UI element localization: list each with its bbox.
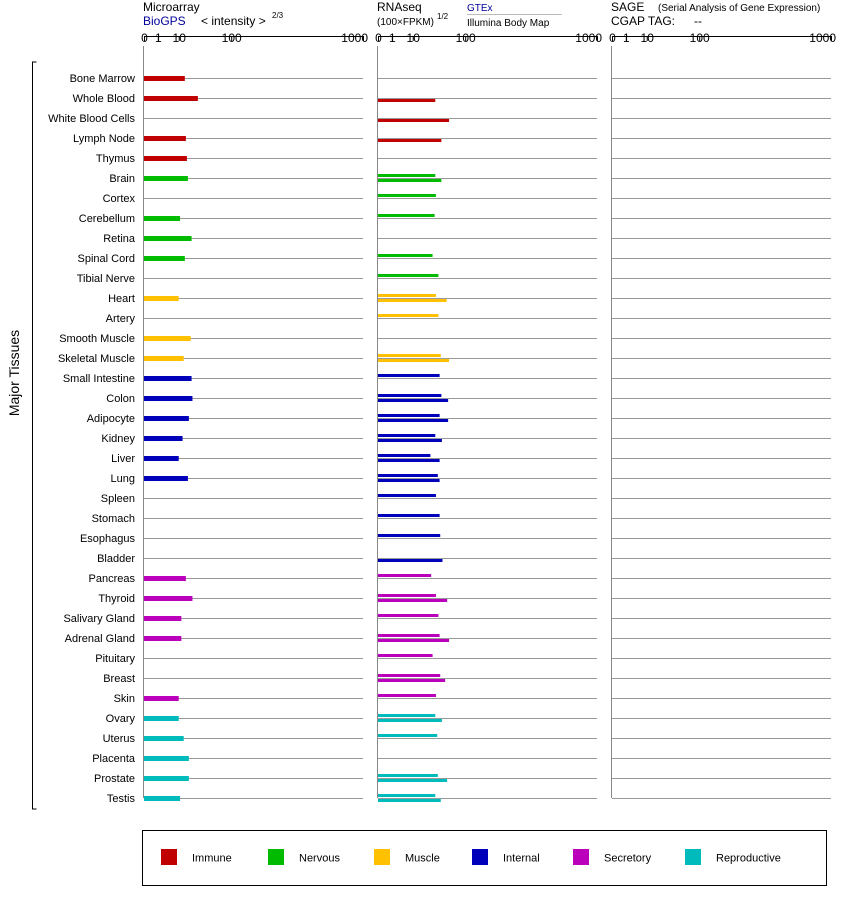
tissue-label: Heart (108, 293, 135, 305)
tissue-bracket (33, 62, 37, 809)
microarray-bar (144, 696, 179, 701)
rnaseq-bar (378, 254, 433, 257)
sage-tick-label: 100 (689, 31, 710, 45)
rnaseq-bar (378, 574, 431, 577)
sage-tick-label: 1000 (809, 31, 836, 45)
tissue-label: Thyroid (98, 593, 135, 605)
microarray-bar (144, 576, 186, 581)
tissue-label: Skeletal Muscle (57, 353, 135, 365)
rnaseq-bar (378, 394, 441, 397)
rnaseq-bar (378, 714, 435, 717)
legend-label: Secretory (604, 852, 652, 865)
rnaseq-bar (378, 494, 436, 497)
tissue-label: Retina (103, 233, 135, 245)
rnaseq-bar (378, 419, 448, 422)
microarray-units-exponent: 2/3 (272, 11, 284, 20)
tissue-label: Pancreas (88, 573, 135, 585)
tissue-label: Brain (109, 173, 135, 185)
tissue-label: Spinal Cord (77, 253, 135, 265)
rnaseq-bar (378, 474, 438, 477)
microarray-bar (144, 396, 192, 401)
tissue-label: Skin (113, 693, 135, 705)
rnaseq-bar (378, 634, 440, 637)
tissue-label: Colon (106, 393, 135, 405)
tissue-label: Adrenal Gland (64, 633, 135, 645)
tissue-label: Tibial Nerve (76, 273, 135, 285)
rnaseq-bar (378, 479, 440, 482)
rnaseq-bar (378, 514, 440, 517)
tissue-label: Prostate (94, 773, 135, 785)
legend-swatch (472, 849, 488, 865)
tissue-label: Testis (106, 793, 135, 805)
microarray-tick-label: 1000 (341, 31, 368, 45)
sage-subtitle: (Serial Analysis of Gene Expression) (658, 3, 821, 14)
rnaseq-units-exponent: 1/2 (437, 12, 449, 21)
legend-swatch (161, 849, 177, 865)
tissue-label: Smooth Muscle (59, 333, 135, 345)
rnaseq-bar (378, 399, 448, 402)
rnaseq-bar (378, 559, 442, 562)
microarray-bar (144, 256, 185, 261)
rnaseq-bar (378, 439, 442, 442)
rnaseq-bar (378, 674, 440, 677)
legend-label: Muscle (405, 852, 440, 865)
rnaseq-bar (378, 194, 436, 197)
rnaseq-bar (378, 214, 435, 217)
tissue-label: Thymus (95, 153, 135, 165)
tissue-label: Stomach (91, 513, 135, 525)
legend-swatch (573, 849, 589, 865)
microarray-bar (144, 236, 192, 241)
tissue-label: Liver (111, 453, 135, 465)
rnaseq-bar (378, 534, 440, 537)
rnaseq-bar (378, 459, 440, 462)
microarray-bar (144, 636, 181, 641)
sage-header (611, 0, 820, 28)
tissue-label: Spleen (100, 493, 135, 505)
rnaseq-bar (378, 139, 441, 142)
microarray-tick-label: 10 (172, 31, 186, 45)
rnaseq-bar (378, 414, 440, 417)
tissue-labels (48, 73, 136, 805)
microarray-bar (144, 456, 179, 461)
microarray-bar (144, 136, 186, 141)
rnaseq-bar (378, 694, 436, 697)
rnaseq-tick-label: 100 (455, 31, 476, 45)
rnaseq-title: RNAseq (377, 0, 422, 14)
legend-label: Immune (192, 852, 232, 865)
legend-swatch (268, 849, 284, 865)
microarray-bar (144, 296, 179, 301)
rnaseq-bar (378, 294, 436, 297)
rnaseq-bar (378, 794, 435, 797)
rnaseq-bar (378, 99, 435, 102)
legend-swatch (374, 849, 390, 865)
rnaseq-bar (378, 454, 430, 457)
tissue-label: Bone Marrow (69, 73, 135, 85)
rnaseq-panel (375, 31, 602, 802)
rnaseq-bar (378, 654, 433, 657)
rnaseq-tick-label: 10 (406, 31, 420, 45)
microarray-bar (144, 796, 180, 801)
tissue-label: Whole Blood (72, 93, 135, 105)
microarray-bar (144, 336, 191, 341)
microarray-bar (144, 616, 181, 621)
rnaseq-bar (378, 594, 436, 597)
tissue-label: Cerebellum (78, 213, 135, 225)
rnaseq-bar (378, 179, 441, 182)
legend-label: Nervous (299, 852, 340, 865)
microarray-bar (144, 176, 188, 181)
microarray-bar (144, 716, 179, 721)
microarray-bar (144, 356, 184, 361)
rnaseq-bar (378, 614, 438, 617)
y-axis-title: Major Tissues (6, 329, 22, 417)
cgap-tag-label: CGAP TAG: (611, 14, 676, 28)
microarray-bar (144, 96, 198, 101)
microarray-header (143, 0, 284, 28)
legend-label: Internal (503, 852, 540, 865)
microarray-tick-label: 0 (141, 31, 148, 45)
tissue-label: Lung (110, 473, 135, 485)
rnaseq-bar (378, 779, 447, 782)
microarray-bar (144, 596, 192, 601)
rnaseq-bar (378, 679, 445, 682)
tissue-label: Placenta (92, 753, 135, 765)
rnaseq-bar (378, 639, 449, 642)
tissue-label: Pituitary (95, 653, 135, 665)
microarray-tick-label: 1 (154, 31, 162, 45)
illumina-body-map-label: Illumina Body Map (467, 18, 550, 29)
rnaseq-bar (378, 719, 442, 722)
sage-tick-label: 10 (640, 31, 654, 45)
tissue-label: Adipocyte (86, 413, 135, 425)
microarray-title: Microarray (143, 0, 200, 14)
rnaseq-units: (100×FPKM) (377, 17, 434, 28)
tissue-label: Breast (103, 673, 135, 685)
tissue-label: Uterus (102, 733, 135, 745)
microarray-bar (144, 216, 180, 221)
microarray-bar (144, 776, 189, 781)
rnaseq-header (377, 0, 562, 29)
rnaseq-bar (378, 734, 437, 737)
tissue-label: White Blood Cells (48, 113, 135, 125)
microarray-tick-label: 100 (221, 31, 242, 45)
rnaseq-bar (378, 799, 441, 802)
microarray-bar (144, 156, 187, 161)
rnaseq-bar (378, 599, 447, 602)
microarray-units: < intensity > (201, 14, 266, 28)
tissue-label: Lymph Node (73, 133, 135, 145)
sage-tick-label: 0 (609, 31, 616, 45)
sage-tick-label: 1 (622, 31, 630, 45)
cgap-tag-value: -- (694, 14, 702, 28)
microarray-bar (144, 416, 189, 421)
gtex-link[interactable]: GTEx (467, 3, 493, 14)
legend-swatch (685, 849, 701, 865)
rnaseq-bar (378, 774, 438, 777)
rnaseq-tick-label: 1000 (575, 31, 602, 45)
biogps-link[interactable]: BioGPS (143, 14, 186, 28)
microarray-bar (144, 76, 185, 81)
tissue-label: Ovary (105, 713, 135, 725)
microarray-bar (144, 376, 192, 381)
tissue-label: Bladder (97, 553, 135, 565)
tissue-label: Kidney (101, 433, 135, 445)
rnaseq-bar (378, 174, 435, 177)
rnaseq-bar (378, 434, 435, 437)
sage-panel (609, 31, 836, 799)
tissue-label: Cortex (102, 193, 135, 205)
rnaseq-bar (378, 359, 449, 362)
rnaseq-bar (378, 354, 441, 357)
rnaseq-bar (378, 274, 438, 277)
rnaseq-tick-label: 1 (388, 31, 396, 45)
rnaseq-bar (378, 314, 438, 317)
microarray-bar (144, 736, 184, 741)
tissue-label: Esophagus (79, 533, 135, 545)
tissue-label: Small Intestine (62, 373, 135, 385)
sage-title: SAGE (611, 0, 645, 14)
rnaseq-bar (378, 119, 449, 122)
microarray-bar (144, 476, 188, 481)
rnaseq-tick-label: 0 (375, 31, 382, 45)
microarray-panel (141, 31, 368, 801)
legend-label: Reproductive (716, 852, 781, 865)
tissue-label: Artery (105, 313, 135, 325)
panels (141, 31, 836, 802)
microarray-bar (144, 756, 189, 761)
rnaseq-bar (378, 374, 440, 377)
rnaseq-bar (378, 299, 447, 302)
tissue-label: Salivary Gland (63, 613, 135, 625)
microarray-bar (144, 436, 183, 441)
